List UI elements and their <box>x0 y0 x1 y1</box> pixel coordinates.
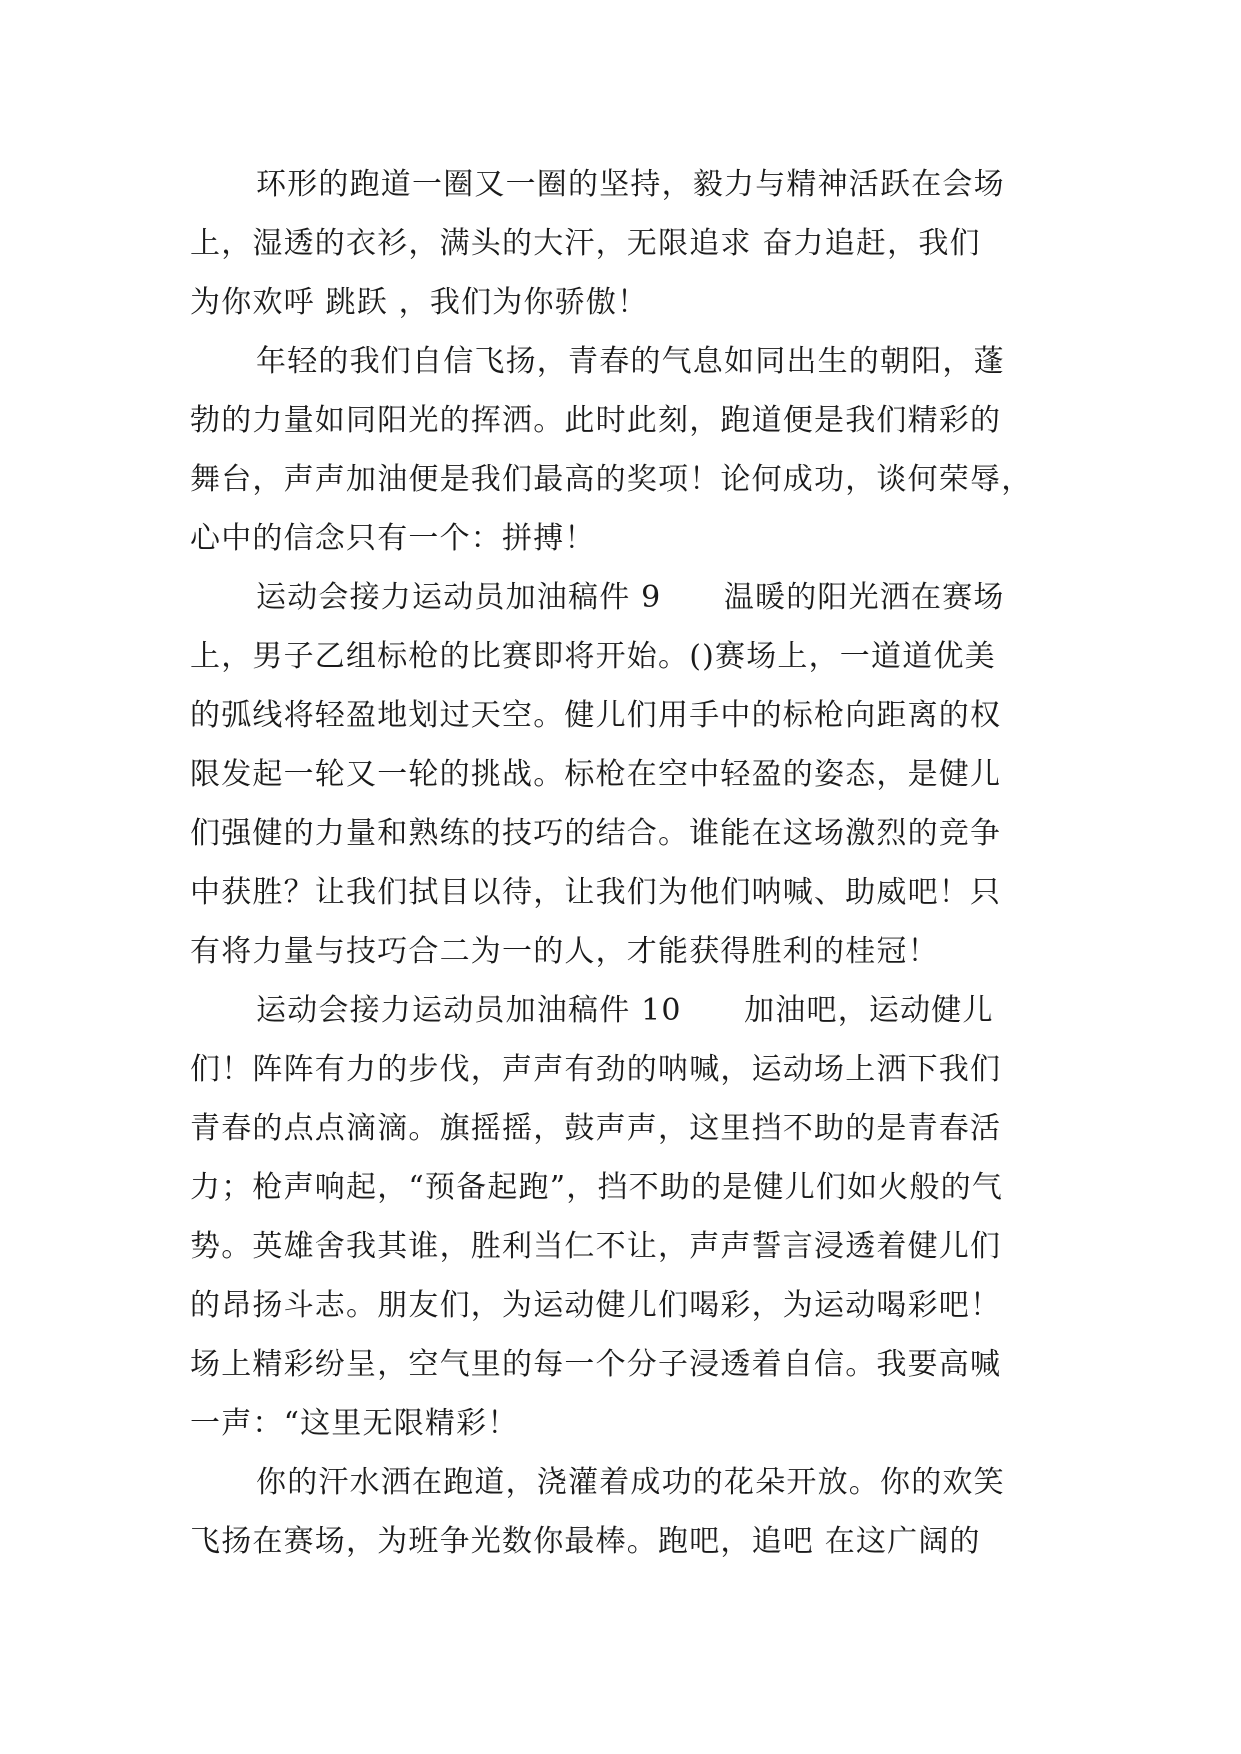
text-line: 运动会接力运动员加油稿件 9 温暖的阳光洒在赛场 <box>256 580 1005 615</box>
paragraph-5 <box>190 1453 1060 1571</box>
text-line: 运动会接力运动员加油稿件 10 加油吧，运动健儿 <box>256 993 994 1028</box>
text-line: 的昂扬斗志。朋友们，为运动健儿们喝彩，为运动喝彩吧！ <box>190 1288 1002 1323</box>
paragraph-2 <box>190 332 1060 568</box>
text-line: 势。英雄舍我其谁，胜利当仁不让，声声誓言浸透着健儿们 <box>190 1229 1002 1264</box>
text-line: 场上精彩纷呈，空气里的每一个分子浸透着自信。我要高喊 <box>190 1347 1002 1382</box>
text-line: 为你欢呼 跳跃 ，我们为你骄傲！ <box>190 285 649 320</box>
text-line: 年轻的我们自信飞扬，青春的气息如同出生的朝阳，蓬 <box>256 344 1005 379</box>
text-line: 有将力量与技巧合二为一的人，才能获得胜利的桂冠！ <box>190 934 939 969</box>
text-line: 勃的力量如同阳光的挥洒。此时此刻，跑道便是我们精彩的 <box>190 403 1002 438</box>
text-line: 一声：“这里无限精彩！ <box>190 1406 519 1441</box>
paragraph-3 <box>190 568 1060 981</box>
text-line: 上，男子乙组标枪的比赛即将开始。()赛场上，一道道优美 <box>190 639 996 674</box>
text-line: 飞扬在赛场，为班争光数你最棒。跑吧，追吧 在这广阔的 <box>190 1524 981 1559</box>
text-line: 心中的信念只有一个：拼搏！ <box>190 521 596 556</box>
text-line: 们强健的力量和熟练的技巧的结合。谁能在这场激烈的竞争 <box>190 816 1002 851</box>
text-line: 环形的跑道一圈又一圈的坚持，毅力与精神活跃在会场 <box>256 167 1005 202</box>
paragraph-1 <box>190 155 1060 332</box>
text-line: 你的汗水洒在跑道，浇灌着成功的花朵开放。你的欢笑 <box>256 1465 1005 1500</box>
text-line: 中获胜？让我们拭目以待，让我们为他们呐喊、助威吧！只 <box>190 875 1002 910</box>
text-line: 青春的点点滴滴。旗摇摇，鼓声声，这里挡不助的是青春活 <box>190 1111 1002 1146</box>
document-body <box>190 155 1060 1571</box>
paragraph-4 <box>190 981 1060 1453</box>
text-line: 力；枪声响起，“预备起跑”，挡不助的是健儿们如火般的气 <box>190 1170 1004 1205</box>
text-line: 上，湿透的衣衫，满头的大汗，无限追求 奋力追赶，我们 <box>190 226 981 261</box>
text-line: 限发起一轮又一轮的挑战。标枪在空中轻盈的姿态，是健儿 <box>190 757 1002 792</box>
text-line: 们！阵阵有力的步伐，声声有劲的呐喊，运动场上洒下我们 <box>190 1052 1002 1087</box>
text-line: 的弧线将轻盈地划过天空。健儿们用手中的标枪向距离的权 <box>190 698 1002 733</box>
text-line: 舞台，声声加油便是我们最高的奖项！论何成功，谈何荣辱， <box>190 462 1033 497</box>
